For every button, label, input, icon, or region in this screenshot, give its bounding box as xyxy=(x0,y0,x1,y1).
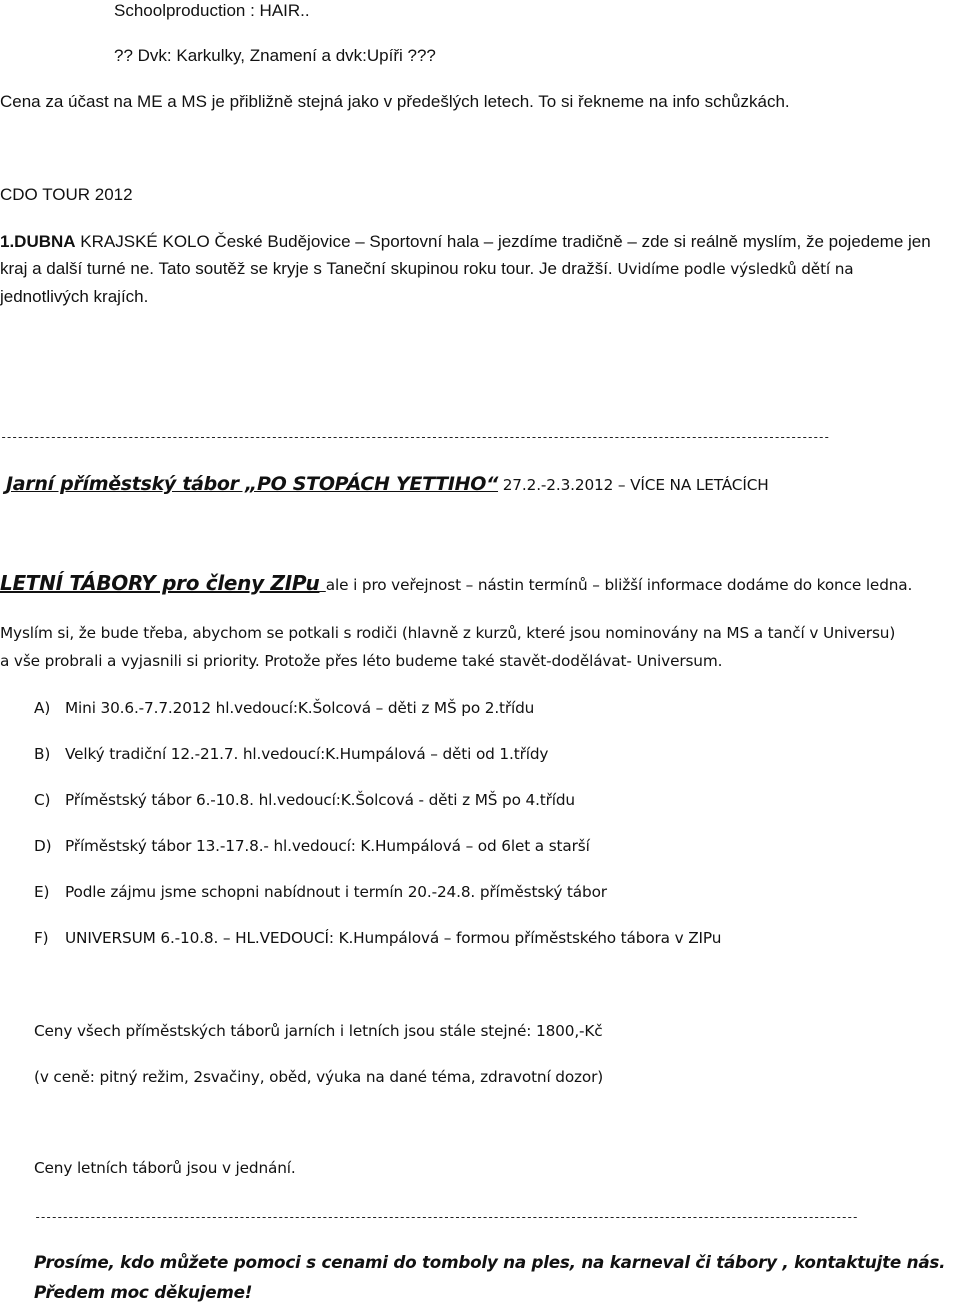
separator-bottom: ----------------------------------------------------------------------------------------------------------------------------------------------------- xyxy=(34,1210,858,1224)
list-item-text: Mini 30.6.-7.7.2012 hl.vedoucí:K.Šolcová – děti z MŠ po 2.třídu xyxy=(65,699,535,717)
list-item xyxy=(34,743,548,765)
list-letter: B) xyxy=(34,745,51,763)
spring-camp-title: Jarní příměstský tábor „PO STOPÁCH YETTIHO“ xyxy=(6,473,499,495)
cdo-title: CDO TOUR 2012 xyxy=(0,185,133,204)
cdo-line-1-text: KRAJSKÉ KOLO České Budějovice – Sportovní hala – jezdíme tradičně – zde si reálně myslím, že pojedeme jen xyxy=(75,232,931,251)
cdo-line-3: jednotlivých krajích. xyxy=(0,287,149,306)
prices-line-2: (v ceně: pitný režim, 2svačiny, oběd, výuka na dané téma, zdravotní dozor) xyxy=(34,1068,604,1086)
cdo-line-2-text: kraj a další turné ne. Tato soutěž se kryje s Taneční skupinou roku tour. Je dražší. xyxy=(0,259,613,278)
prices-line-3: Ceny letních táborů jsou v jednání. xyxy=(34,1159,296,1177)
cdo-line-2 xyxy=(0,258,854,280)
list-letter: A) xyxy=(34,699,51,717)
list-letter: D) xyxy=(34,837,52,855)
list-item-text: Příměstský tábor 13.-17.8.- hl.vedoucí: K.Humpálová – od 6let a starší xyxy=(65,837,590,855)
summer-heading-line xyxy=(0,572,912,596)
list-item xyxy=(34,927,721,949)
separator-top: ------------------------------------------------------------------------------------------------------------------------------------------------------ xyxy=(0,430,829,444)
list-item xyxy=(34,881,607,903)
cdo-line-1 xyxy=(0,231,931,253)
summer-camps-title: LETNÍ TÁBORY pro členy ZIPu xyxy=(0,571,320,595)
list-letter: E) xyxy=(34,883,50,901)
spring-camp-details: 27.2.-2.3.2012 – VÍCE NA LETÁCÍCH xyxy=(498,476,769,494)
price-note: Cena za účast na ME a MS je přibližně stejná jako v předešlých letech. To si řekneme na info schůzkách. xyxy=(0,92,790,111)
summer-camps-intro: ale i pro veřejnost – nástin termínů – bližší informace dodáme do konce ledna. xyxy=(325,576,913,594)
production-title: Schoolproduction : HAIR.. xyxy=(114,1,310,20)
spring-camp-line xyxy=(6,473,769,496)
list-letter: C) xyxy=(34,791,51,809)
cdo-date: 1.DUBNA xyxy=(0,232,76,251)
list-item-text: Podle zájmu jsme schopni nabídnout i termín 20.-24.8. příměstský tábor xyxy=(65,883,607,901)
summer-paragraph-line-2: a vše probrali a vyjasnili si priority. Protože přes léto budeme také stavět-dodělávat- Universum. xyxy=(0,652,723,670)
summer-paragraph-line-1: Myslím si, že bude třeba, abychom se potkali s rodiči (hlavně z kurzů, které jsou nominovány na MS a tančí v Universu) xyxy=(0,624,896,642)
list-item-text: Velký tradiční 12.-21.7. hl.vedoucí:K.Humpálová – děti od 1.třídy xyxy=(65,745,549,763)
dvk-line: ?? Dvk: Karkulky, Znamení a dvk:Upíři ??? xyxy=(114,46,436,65)
list-item xyxy=(34,835,590,857)
list-item xyxy=(34,789,575,811)
prices-line-1: Ceny všech příměstských táborů jarních i letních jsou stále stejné: 1800,-Kč xyxy=(34,1022,603,1040)
cdo-line-2-tail: Uvidíme podle výsledků dětí na xyxy=(612,260,854,278)
list-item xyxy=(34,697,534,719)
closing-line-2: Předem moc děkujeme! xyxy=(34,1282,253,1302)
list-item-text: Příměstský tábor 6.-10.8. hl.vedoucí:K.Šolcová - děti z MŠ po 4.třídu xyxy=(65,791,575,809)
closing-line-1: Prosíme, kdo můžete pomoci s cenami do tomboly na ples, na karneval či tábory , kontaktujte nás. xyxy=(34,1252,946,1272)
list-letter: F) xyxy=(34,929,49,947)
list-item-text: UNIVERSUM 6.-10.8. – HL.VEDOUCÍ: K.Humpálová – formou příměstského tábora v ZIPu xyxy=(65,929,722,947)
